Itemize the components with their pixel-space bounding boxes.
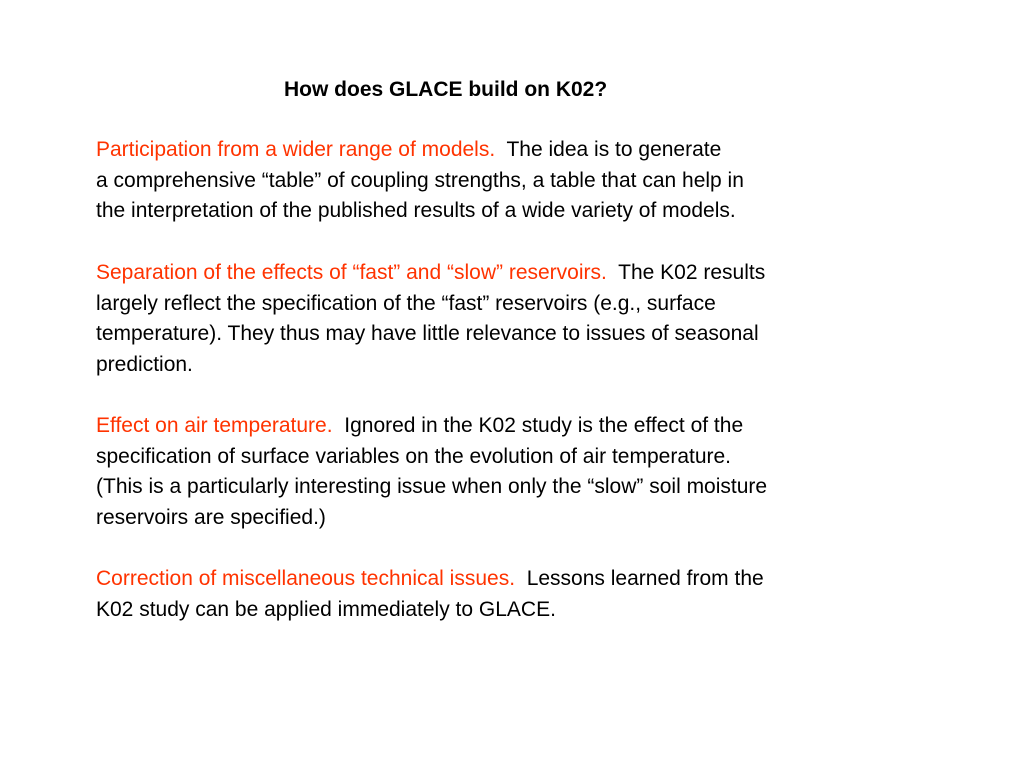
paragraph-heading: Correction of miscellaneous technical issues. — [96, 567, 516, 590]
paragraph-line — [96, 411, 926, 442]
paragraph-text: Ignored in the K02 study is the effect of the — [344, 414, 744, 437]
paragraph-text: Lessons learned from the — [526, 567, 764, 590]
paragraph-line: prediction. — [96, 352, 193, 376]
paragraph-line: reservoirs are specified.) — [96, 505, 326, 529]
paragraph-air-temperature — [96, 411, 926, 533]
paragraph-line: (This is a particularly interesting issue when only the “slow” soil moisture — [96, 475, 768, 498]
paragraph-participation — [96, 135, 926, 227]
paragraph-line — [96, 135, 926, 166]
paragraph-heading: Separation of the effects of “fast” and “slow” reservoirs. — [96, 261, 607, 284]
paragraph-technical-issues — [96, 564, 926, 625]
paragraph-separation — [96, 258, 926, 380]
paragraph-line — [96, 258, 926, 289]
paragraph-line: specification of surface variables on the evolution of air temperature. — [96, 444, 732, 468]
paragraph-line: a comprehensive “table” of coupling strengths, a table that can help in — [96, 168, 744, 192]
paragraph-heading: Participation from a wider range of models. — [96, 138, 496, 161]
paragraph-text: The K02 results — [618, 261, 766, 284]
paragraph-line: the interpretation of the published results of a wide variety of models. — [96, 199, 736, 222]
paragraph-text: The idea is to generate — [506, 138, 722, 161]
paragraph-line: K02 study can be applied immediately to GLACE. — [96, 597, 556, 621]
slide-title: How does GLACE build on K02? — [284, 78, 608, 101]
paragraph-heading: Effect on air temperature. — [96, 414, 333, 437]
paragraph-line: temperature). They thus may have little relevance to issues of seasonal — [96, 322, 759, 345]
paragraph-line: largely reflect the specification of the “fast” reservoirs (e.g., surface — [96, 291, 716, 315]
paragraph-line — [96, 564, 926, 595]
